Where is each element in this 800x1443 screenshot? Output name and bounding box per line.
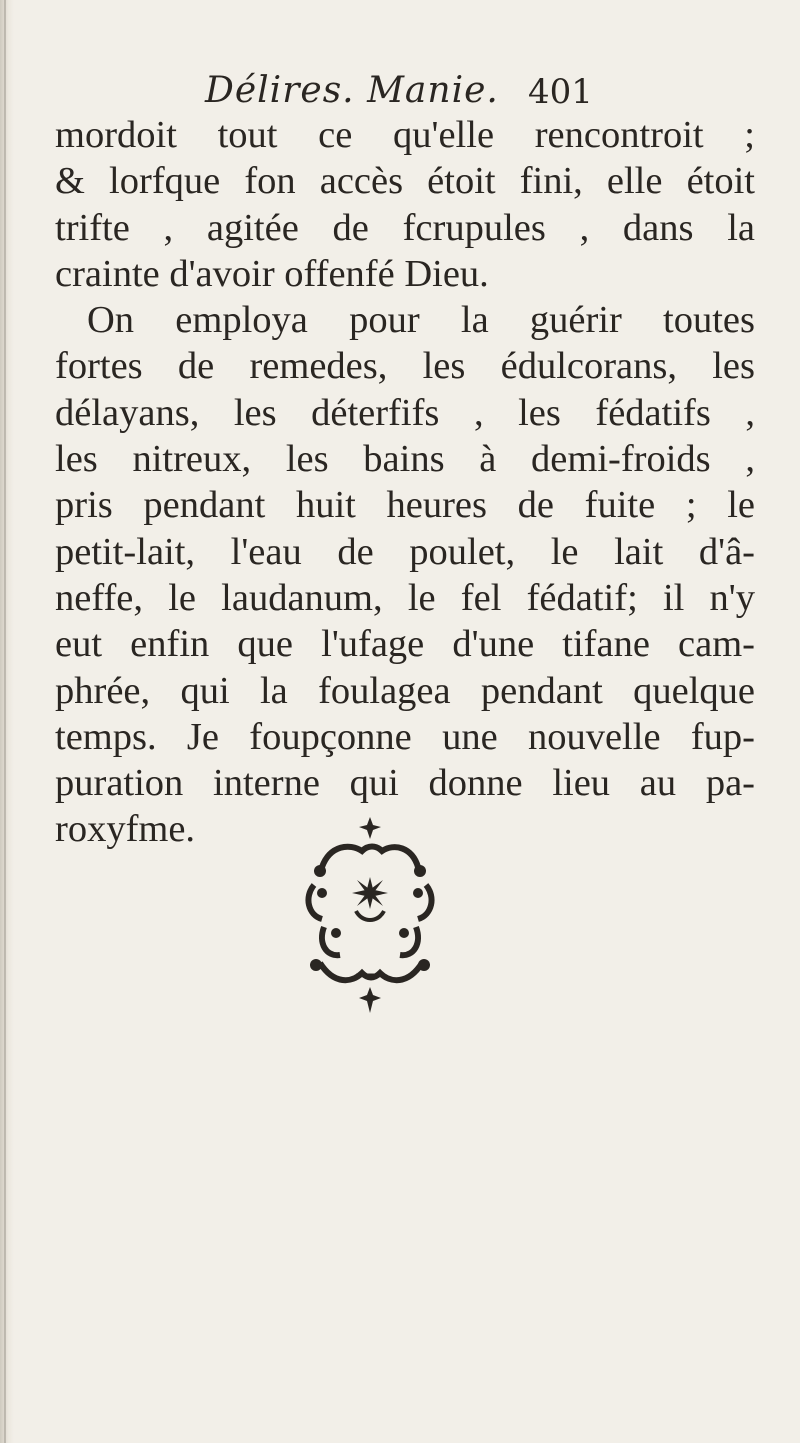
body-text — [55, 112, 755, 853]
text-line: roxyfme. — [55, 808, 196, 851]
text-line: eut enfin que l'ufage d'une tifane cam- — [55, 623, 755, 666]
text-line: trifte , agitée de fcrupules , dans la — [55, 206, 755, 249]
text-line: temps. Je foupçonne une nouvelle fup- — [55, 715, 755, 758]
text-line: les nitreux, les bains à demi-froids , — [55, 438, 755, 481]
running-head-title: Délires. Manie. — [205, 70, 499, 111]
text-line: mordoit tout ce qu'elle rencontroit ; — [55, 114, 755, 156]
page-number: 401 — [528, 72, 593, 112]
text-line: petit-lait, l'eau de poulet, le lait d'â- — [55, 530, 755, 573]
text-line: fortes de remedes, les édulcorans, les — [55, 345, 755, 388]
text-line: crainte d'avoir offenfé Dieu. — [55, 252, 489, 295]
printers-fleuron-icon — [300, 815, 440, 1020]
text-line: & lorfque fon accès étoit fini, elle étoit — [55, 160, 755, 203]
text-line: puration interne qui donne lieu au pa- — [55, 762, 755, 805]
text-line: pris pendant huit heures de fuite ; le — [55, 484, 755, 527]
page-edge-line — [4, 0, 6, 1443]
text-line: neffe, le laudanum, le fel fédatif; il n'y — [55, 576, 755, 619]
text-line: phrée, qui la foulagea pendant quelque — [55, 669, 755, 712]
text-line: délayans, les déterfifs , les fédatifs , — [55, 391, 755, 434]
text-line: On employa pour la guérir toutes — [87, 299, 755, 342]
page-binding-shadow — [0, 0, 14, 1443]
